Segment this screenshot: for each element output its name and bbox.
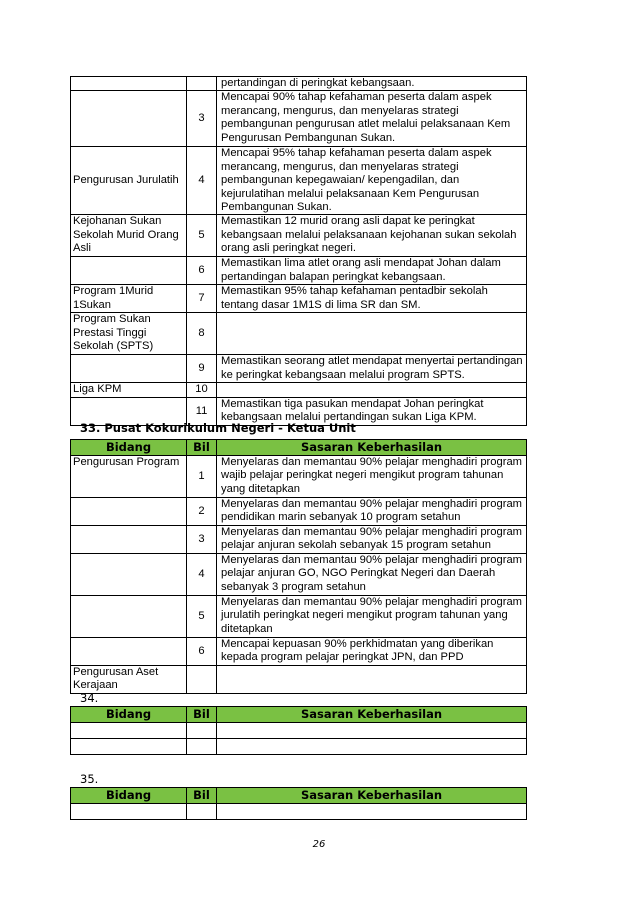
bil-cell: 6 [187,257,217,285]
table-row [71,498,527,526]
sasaran-cell: Memastikan lima atlet orang asli mendapat Johan dalam pertandingan balapan peringkat kebangsaan. [217,257,527,285]
sasaran-cell: Memastikan 95% tahap kefahaman pentadbir sekolah tentang dasar 1M1S di lima SR dan SM. [217,285,527,313]
sasaran-cell: Mencapai kepuasan 90% perkhidmatan yang diberikan kepada program pelajar peringkat JPN, dan PPD [217,638,527,666]
table-row [71,804,527,820]
header-sasaran: Sasaran Keberhasilan [217,788,527,804]
header-bidang: Bidang [71,788,187,804]
bil-cell: 5 [187,215,217,257]
bidang-cell: Pengurusan Program [71,456,187,498]
table-header-row [71,788,527,804]
table-row [71,257,527,285]
bil-cell: 4 [187,147,217,215]
bidang-cell [71,526,187,554]
section-33-title: 33. Pusat Kokurikulum Negeri - Ketua Unit [80,421,356,435]
bil-cell: 1 [187,456,217,498]
sasaran-cell: Menyelaras dan memantau 90% pelajar menghadiri program pendidikan marin sebanyak 10 program setahun [217,498,527,526]
bidang-cell: Pengurusan Aset Kerajaan [71,666,187,694]
header-sasaran: Sasaran Keberhasilan [217,707,527,723]
sasaran-cell: Menyelaras dan memantau 90% pelajar menghadiri program pelajar anjuran sekolah sebanyak 15 program setahun [217,526,527,554]
bidang-cell [71,723,187,739]
bidang-cell: Program 1Murid 1Sukan [71,285,187,313]
sasaran-cell: Memastikan 12 murid orang asli dapat ke peringkat kebangsaan melalui pelaksanaan kejohanan sukan sekolah orang asli peringkat negeri. [217,215,527,257]
table-header-row [71,440,527,456]
table-row [71,666,527,694]
bil-cell: 5 [187,596,217,638]
bil-cell: 10 [187,383,217,397]
table-row [71,596,527,638]
bil-cell: 9 [187,355,217,383]
table-row [71,215,527,257]
sasaran-cell: pertandingan di peringkat kebangsaan. [217,77,527,91]
bil-cell: 3 [187,526,217,554]
bil-cell: 11 [187,397,217,425]
bil-cell: 2 [187,498,217,526]
page-number: 26 [312,839,326,850]
table-row [71,91,527,147]
header-bidang: Bidang [71,440,187,456]
bil-cell: 7 [187,285,217,313]
bil-cell: 8 [187,313,217,355]
section-34-table [70,706,527,755]
bidang-cell: Kejohanan Sukan Sekolah Murid Orang Asli [71,215,187,257]
table-row [71,723,527,739]
sasaran-cell: Memastikan seorang atlet mendapat menyertai pertandingan ke peringkat kebangsaan melalui program SPTS. [217,355,527,383]
header-bil: Bil [187,788,217,804]
table-row [71,554,527,596]
bidang-cell [71,596,187,638]
bidang-cell [71,498,187,526]
bil-cell [187,723,217,739]
bil-cell: 4 [187,554,217,596]
bidang-cell [71,638,187,666]
bil-cell: 3 [187,91,217,147]
sasaran-cell: Memastikan tiga pasukan mendapat Johan peringkat kebangsaan melalui pertandingan sukan Liga KPM. [217,397,527,425]
sport-targets-table [70,76,527,426]
header-bidang: Bidang [71,707,187,723]
sasaran-cell [217,383,527,397]
sasaran-cell [217,739,527,755]
header-sasaran: Sasaran Keberhasilan [217,440,527,456]
sasaran-cell: Mencapai 95% tahap kefahaman peserta dalam aspek merancang, mengurus, dan menyelaras strategi pembangunan kepegawaian/ kepengadilan, dan kejurulatihan melalui pelaksanaan Kem Pengurusan Pembangunan Sukan. [217,147,527,215]
bil-cell: 6 [187,638,217,666]
table-header-row [71,707,527,723]
bidang-cell [71,804,187,820]
header-bil: Bil [187,440,217,456]
section-34-title: 34. [80,691,99,705]
table-row [71,313,527,355]
header-bil: Bil [187,707,217,723]
section-33-table [70,439,527,694]
sasaran-cell [217,313,527,355]
table-row [71,77,527,91]
bil-cell [187,739,217,755]
sasaran-cell [217,723,527,739]
bidang-cell [71,739,187,755]
section-35-title: 35. [80,772,99,786]
bidang-cell: Liga KPM [71,383,187,397]
sasaran-cell: Menyelaras dan memantau 90% pelajar menghadiri program pelajar anjuran GO, NGO Peringkat Negeri dan Daerah sebanyak 3 program setahun [217,554,527,596]
table-row [71,526,527,554]
bidang-cell: Program Sukan Prestasi Tinggi Sekolah (SPTS) [71,313,187,355]
table-row [71,739,527,755]
sasaran-cell: Menyelaras dan memantau 90% pelajar menghadiri program wajib pelajar peringkat negeri mengikut program tahunan yang ditetapkan [217,456,527,498]
bil-cell [187,804,217,820]
section-35-table [70,787,527,820]
table-row [71,355,527,383]
sasaran-cell: Menyelaras dan memantau 90% pelajar menghadiri program jurulatih peringkat negeri mengikut program tahunan yang ditetapkan [217,596,527,638]
table-row [71,638,527,666]
table-row [71,383,527,397]
table-row [71,147,527,215]
bil-cell [187,77,217,91]
sasaran-cell [217,666,527,694]
bidang-cell [71,91,187,147]
table-row [71,285,527,313]
table-row [71,456,527,498]
bidang-cell [71,554,187,596]
bidang-cell [71,257,187,285]
sasaran-cell: Mencapai 90% tahap kefahaman peserta dalam aspek merancang, mengurus, dan menyelaras strategi pembangunan pengurusan atlet melalui pelaksanaan Kem Pengurusan Pembangunan Sukan. [217,91,527,147]
sasaran-cell [217,804,527,820]
bidang-cell [71,77,187,91]
bil-cell [187,666,217,694]
bidang-cell: Pengurusan Jurulatih [71,147,187,215]
bidang-cell [71,355,187,383]
